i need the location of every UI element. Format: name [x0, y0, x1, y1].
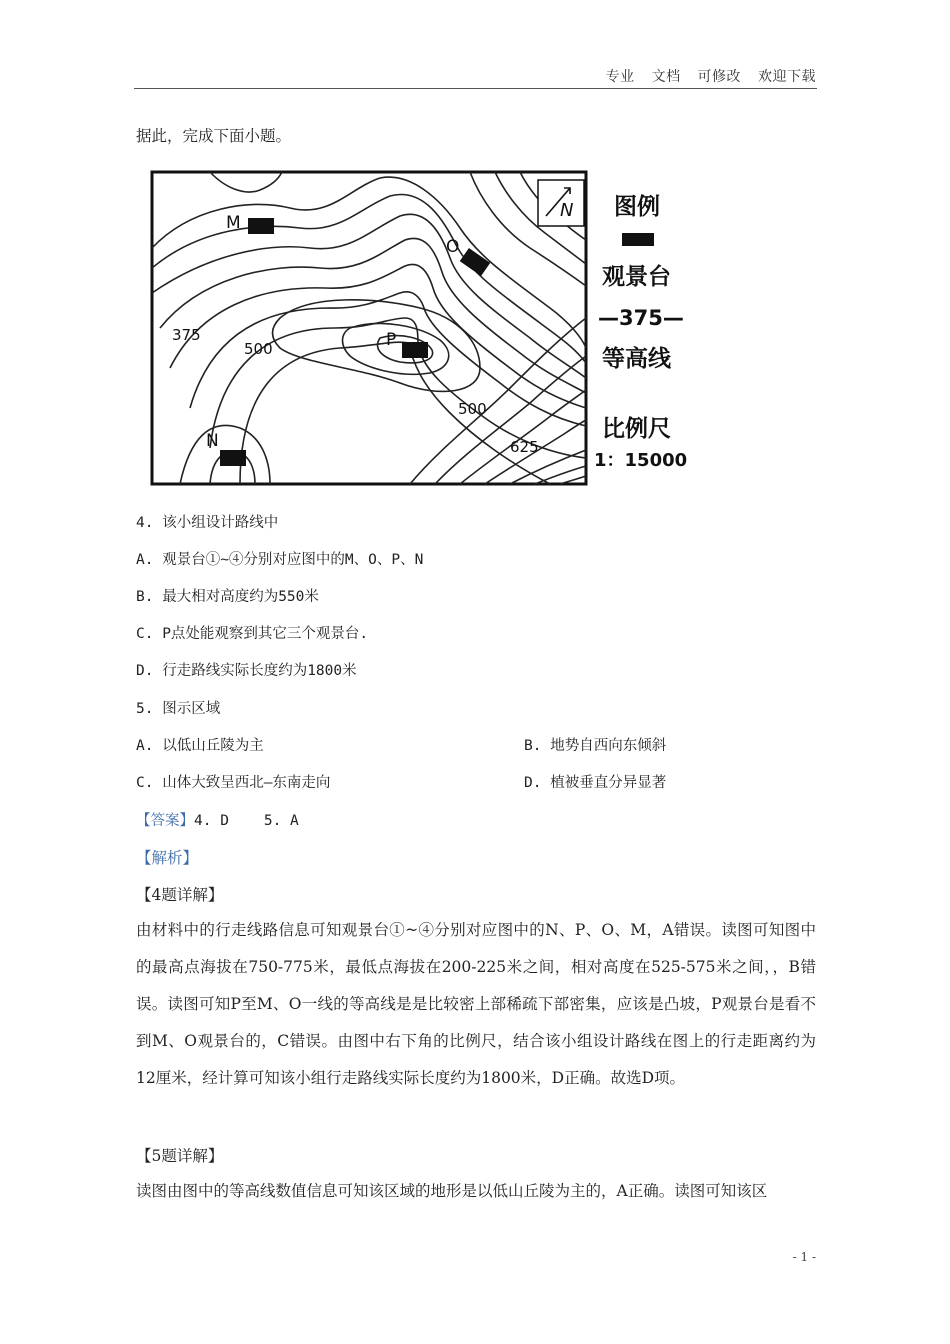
page-header: 专业 文档 可修改 欢迎下载: [605, 69, 816, 85]
contour-map-svg: [150, 168, 590, 488]
legend-contour-label: 等高线: [602, 346, 671, 372]
q5-detail-text: 读图由图中的等高线数值信息可知该区域的地形是以低山丘陵为主的，A正确。读图可知该区: [136, 1182, 768, 1200]
contour-map: [150, 168, 590, 492]
q4-stem: 4. 该小组设计路线中: [136, 515, 279, 531]
q5-detail-title: 【5题详解】: [136, 1147, 224, 1165]
q4-detail-text: 由材料中的行走线路信息可知观景台①~④分别对应图中的N、P、O、M，A错误。读图可知图中的最高点海拔在750-775米，最低点海拔在200-225米之间，相对高度在525-575米之间，，B错误。读图可知P至M、O一线的等高线是是比较密上部稀疏下部密集，应该是凸坡，P观景台是看不到M、O观景台的，C错误。由图中右下角的比例尺，结合该小组设计路线在图上的行走距离约为12厘米，经计算可知该小组行走路线实际长度约为1800米，D正确。故选D项。: [136, 921, 816, 1087]
q5-option-d: D. 植被垂直分异显著: [524, 775, 667, 791]
contour-label-375: 375: [172, 326, 201, 344]
q4-option-d: D. 行走路线实际长度约为1800米: [136, 663, 357, 679]
header-divider: [134, 88, 817, 89]
map-label-p: P: [386, 330, 397, 350]
viewpoint-m: [248, 218, 274, 234]
answer-tag: 【答案】: [136, 813, 194, 829]
legend-viewpoint-label: 观景台: [602, 264, 671, 290]
contour-label-625: 625: [510, 438, 539, 456]
legend-contour-sample: —375—: [598, 306, 684, 330]
q4-detail-title: 【4题详解】: [136, 886, 224, 904]
legend-scale-value: 1：15000: [594, 450, 688, 471]
q5-option-c: C. 山体大致呈西北—东南走向: [136, 775, 331, 791]
viewpoint-n: [220, 450, 246, 466]
q5-option-b: B. 地势自西向东倾斜: [524, 738, 667, 754]
map-label-m: M: [226, 213, 241, 233]
legend-scale-title: 比例尺: [602, 416, 671, 442]
q5-option-a: A. 以低山丘陵为主: [136, 738, 264, 754]
contour-label-500-right: 500: [458, 400, 487, 418]
contour-label-500-left: 500: [244, 340, 273, 358]
q4-option-a: A. 观景台①~④分别对应图中的M、O、P、N: [136, 552, 424, 568]
answer-text: 4. D 5. A: [194, 813, 299, 829]
legend-viewpoint-symbol: [622, 233, 654, 246]
page-number: - 1 -: [792, 1250, 816, 1264]
viewpoint-p: [402, 342, 428, 358]
compass-n-label: N: [560, 200, 574, 221]
answer-line: [136, 809, 299, 830]
map-label-o: O: [446, 237, 460, 257]
q5-stem: 5. 图示区域: [136, 701, 221, 717]
q4-option-b: B. 最大相对高度约为550米: [136, 589, 319, 605]
q4-option-c: C. P点处能观察到其它三个观景台.: [136, 626, 369, 642]
legend-title: 图例: [614, 194, 660, 220]
map-label-n: N: [206, 431, 219, 451]
analysis-tag: 【解析】: [136, 849, 199, 867]
intro-text: 据此，完成下面小题。: [136, 127, 292, 145]
